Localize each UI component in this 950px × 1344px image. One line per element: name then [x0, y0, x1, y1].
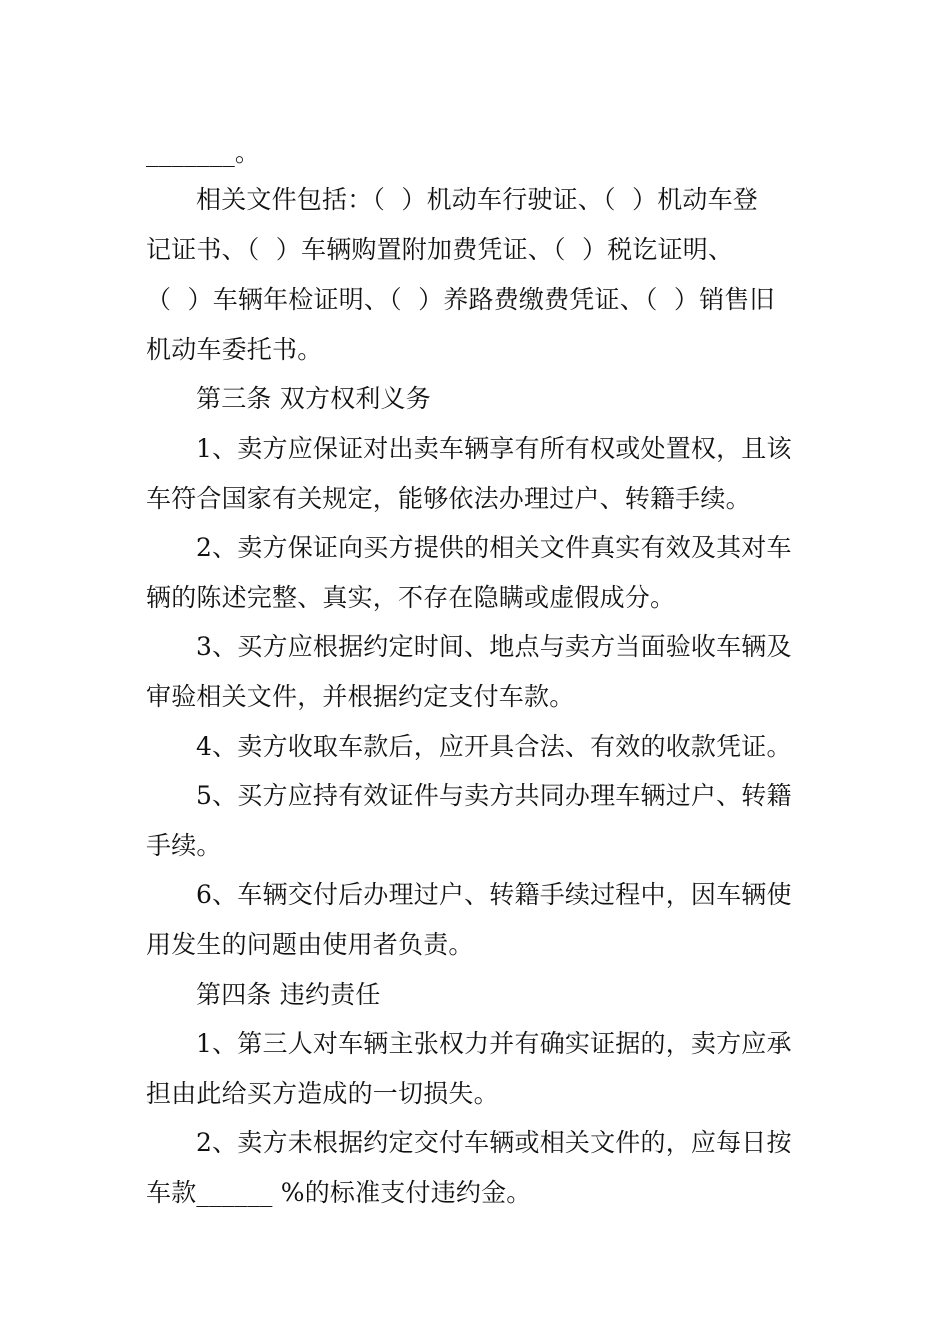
section-heading: 第三条 双方权利义务: [196, 384, 431, 413]
text-line: 2、卖方未根据约定交付车辆或相关文件的，应每日按: [196, 1128, 792, 1157]
text-line: 2、卖方保证向买方提供的相关文件真实有效及其对车: [196, 533, 792, 562]
text-line: 5、买方应持有效证件与卖方共同办理车辆过户、转籍: [196, 781, 792, 810]
text-line: 4、卖方收取车款后，应开具合法、有效的收款凭证。: [196, 732, 792, 761]
text-line: 机动车委托书。: [146, 335, 323, 364]
text-line: 相关文件包括：（ ）机动车行驶证、（ ）机动车登: [196, 185, 758, 214]
text-line: 记证书、（ ）车辆购置附加费凭证、（ ）税讫证明、: [146, 235, 734, 264]
text-line: 担由此给买方造成的一切损失。: [146, 1079, 499, 1108]
text-line: 用发生的问题由使用者负责。: [146, 930, 474, 959]
text-line: 车款______ %的标准支付违约金。: [146, 1178, 532, 1207]
text-line: 审验相关文件，并根据约定支付车款。: [146, 682, 575, 711]
text-line: 手续。: [146, 831, 222, 860]
text-line: 车符合国家有关规定，能够依法办理过户、转籍手续。: [146, 484, 751, 513]
text-line: 1、第三人对车辆主张权力并有确实证据的，卖方应承: [196, 1029, 792, 1058]
text-line: 辆的陈述完整、真实，不存在隐瞒或虚假成分。: [146, 583, 676, 612]
text-line: _______。: [146, 138, 261, 167]
text-line: 1、卖方应保证对出卖车辆享有所有权或处置权，且该: [196, 434, 792, 463]
text-line: 3、买方应根据约定时间、地点与卖方当面验收车辆及: [196, 632, 792, 661]
text-line: 6、车辆交付后办理过户、转籍手续过程中，因车辆使: [196, 880, 792, 909]
text-line: （ ）车辆年检证明、（ ）养路费缴费凭证、（ ）销售旧: [146, 285, 775, 314]
section-heading: 第四条 违约责任: [196, 980, 381, 1009]
